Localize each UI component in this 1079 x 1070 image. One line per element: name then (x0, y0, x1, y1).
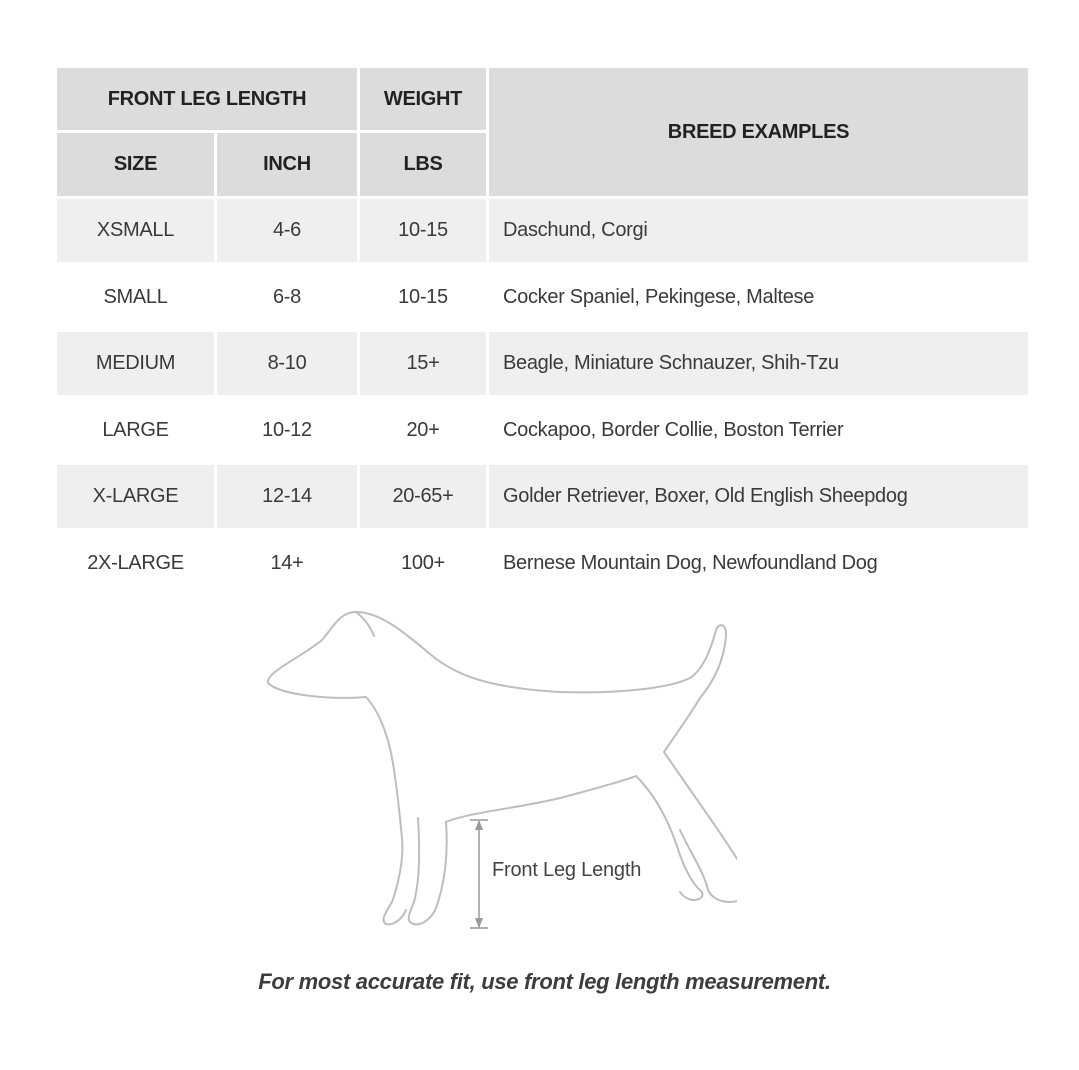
breeds-cell: Cocker Spaniel, Pekingese, Maltese (489, 265, 1028, 329)
lbs-cell: 100+ (360, 531, 486, 595)
lbs-cell: 20-65+ (360, 465, 486, 528)
inch-cell: 6-8 (217, 265, 357, 329)
inch-cell: 10-12 (217, 398, 357, 462)
breeds-cell: Cockapoo, Border Collie, Boston Terrier (489, 398, 1028, 462)
fit-note: For most accurate fit, use front leg length measurement. (258, 969, 831, 994)
front-leg-length-label: Front Leg Length (492, 859, 642, 881)
weight-header: WEIGHT (360, 68, 486, 130)
size-cell: SMALL (57, 265, 214, 329)
breeds-cell: Daschund, Corgi (489, 199, 1028, 262)
size-cell: LARGE (57, 398, 214, 462)
size-cell: X-LARGE (57, 465, 214, 528)
size-chart-table (57, 68, 1025, 595)
lbs-cell: 20+ (360, 398, 486, 462)
inch-cell: 14+ (217, 531, 357, 595)
lbs-cell: 15+ (360, 332, 486, 395)
size-header: SIZE (57, 133, 214, 196)
size-cell: 2X-LARGE (57, 531, 214, 595)
lbs-cell: 10-15 (360, 199, 486, 262)
front-leg-length-header: FRONT LEG LENGTH (57, 68, 357, 130)
breeds-cell: Beagle, Miniature Schnauzer, Shih-Tzu (489, 332, 1028, 395)
inch-cell: 4-6 (217, 199, 357, 262)
breed-examples-header: BREED EXAMPLES (489, 68, 1028, 196)
breeds-cell: Golder Retriever, Boxer, Old English Sheepdog (489, 465, 1028, 528)
lbs-cell: 10-15 (360, 265, 486, 329)
inch-cell: 12-14 (217, 465, 357, 528)
dog-outline-icon (262, 605, 737, 935)
breeds-cell: Bernese Mountain Dog, Newfoundland Dog (489, 531, 1028, 595)
inch-header: INCH (217, 133, 357, 196)
size-cell: MEDIUM (57, 332, 214, 395)
inch-cell: 8-10 (217, 332, 357, 395)
size-cell: XSMALL (57, 199, 214, 262)
lbs-header: LBS (360, 133, 486, 196)
